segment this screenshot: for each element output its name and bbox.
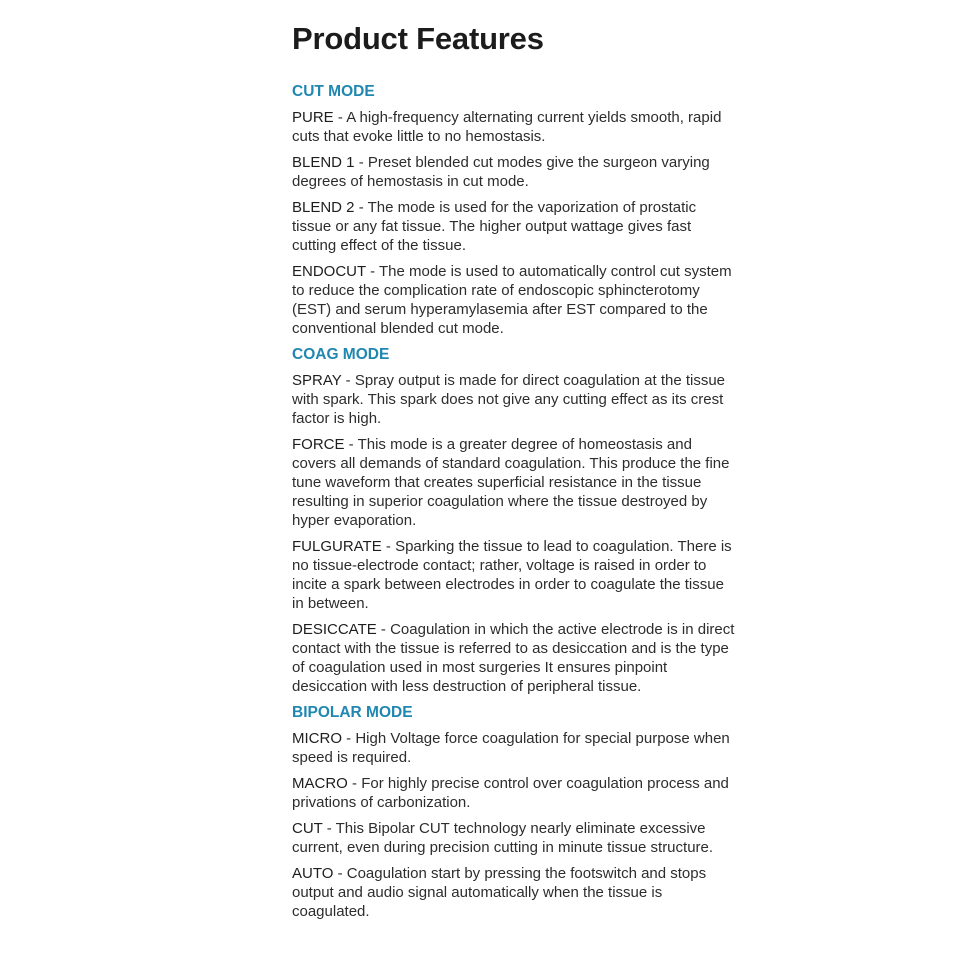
feature-item <box>292 774 737 812</box>
feature-item <box>292 819 737 857</box>
section-heading: BIPOLAR MODE <box>292 704 413 721</box>
feature-description: High Voltage force coagulation for special purpose when speed is required. <box>292 730 730 766</box>
feature-name: CUT <box>292 820 323 837</box>
feature-description: Spray output is made for direct coagulation at the tissue with spark. This spark does not give any cutting effect as its crest factor is high. <box>292 372 726 427</box>
product-features-document <box>292 20 752 928</box>
feature-name: FORCE <box>292 436 345 453</box>
feature-item <box>292 108 737 146</box>
feature-item <box>292 262 737 338</box>
feature-item <box>292 620 737 696</box>
feature-separator: - <box>381 538 396 555</box>
feature-description: The mode is used for the vaporization of prostatic tissue or any fat tissue. The higher output wattage gives fast cutting effect of the tissue. <box>292 199 697 254</box>
feature-name: DESICCATE <box>292 621 377 638</box>
feature-description: Coagulation in which the active electrode is in direct contact with the tissue is referred to as desiccation and is the type of coagulation used in most surgeries It ensures pinpoint desiccation with less destruction of peripheral tissue. <box>292 621 735 695</box>
feature-name: FULGURATE <box>292 538 382 555</box>
feature-item <box>292 435 737 530</box>
feature-separator: - <box>354 154 368 171</box>
feature-name: MICRO <box>292 730 342 747</box>
feature-separator: - <box>333 865 347 882</box>
feature-name: PURE <box>292 109 334 126</box>
feature-description: This Bipolar CUT technology nearly eliminate excessive current, even during precision cutting in minute tissue structure. <box>292 820 714 856</box>
section-heading: COAG MODE <box>292 346 390 363</box>
feature-item <box>292 371 737 428</box>
feature-name: SPRAY <box>292 372 342 389</box>
feature-name: MACRO <box>292 775 348 792</box>
feature-sections <box>292 82 752 921</box>
section-heading: CUT MODE <box>292 83 375 100</box>
feature-item <box>292 537 737 613</box>
feature-separator: - <box>354 199 368 216</box>
feature-separator: - <box>365 263 379 280</box>
feature-description: A high-frequency alternating current yields smooth, rapid cuts that evoke little to no hemostasis. <box>292 109 722 145</box>
feature-description: This mode is a greater degree of homeostasis and covers all demands of standard coagulation. This produce the fine tune waveform that creates superficial resistance in the tissue resulting in superior coagulation where the tissue destroyed by hyper evaporation. <box>292 436 730 529</box>
feature-separator: - <box>322 820 336 837</box>
feature-name: BLEND 1 <box>292 154 355 171</box>
feature-item <box>292 153 737 191</box>
feature-separator: - <box>347 775 362 792</box>
feature-name: ENDOCUT <box>292 263 366 280</box>
feature-separator: - <box>376 621 391 638</box>
feature-item <box>292 729 737 767</box>
feature-separator: - <box>341 372 355 389</box>
feature-description: Coagulation start by pressing the footswitch and stops output and audio signal automatically when the tissue is coagulated. <box>292 865 707 920</box>
feature-description: The mode is used to automatically control cut system to reduce the complication rate of endoscopic sphincterotomy (EST) and serum hyperamylasemia after EST compared to the conventional blended cut mode. <box>292 263 732 337</box>
feature-description: For highly precise control over coagulation process and privations of carbonization. <box>292 775 729 811</box>
feature-description: Sparking the tissue to lead to coagulation. There is no tissue-electrode contact; rather, voltage is raised in order to incite a spark between electrodes in order to coagulate the tissue in between. <box>292 538 732 612</box>
feature-item <box>292 198 737 255</box>
feature-separator: - <box>342 730 356 747</box>
feature-name: BLEND 2 <box>292 199 355 216</box>
feature-separator: - <box>344 436 358 453</box>
feature-item <box>292 864 737 921</box>
feature-name: AUTO <box>292 865 334 882</box>
feature-description: Preset blended cut modes give the surgeon varying degrees of hemostasis in cut mode. <box>292 154 710 190</box>
feature-separator: - <box>333 109 347 126</box>
page-title: Product Features <box>292 21 544 56</box>
